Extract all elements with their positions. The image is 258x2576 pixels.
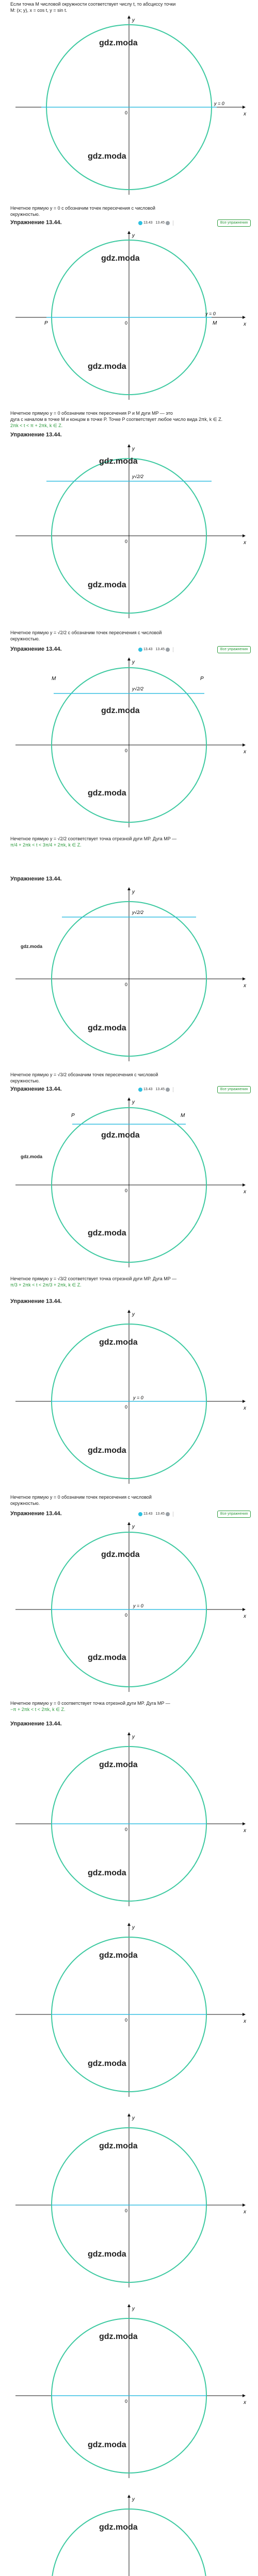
prev-button[interactable]: 13.43 bbox=[138, 1511, 153, 1517]
section-2-text-2: дуга с началом в точке M и концом в точке P. Точке P соответствует любое число вида 2πk, k ∈ Z. bbox=[10, 417, 223, 422]
arrow-left-icon bbox=[138, 1512, 142, 1516]
arrow-left-icon bbox=[138, 221, 142, 225]
section-2-answer: 2πk < t < π + 2πk, k ∈ Z. bbox=[10, 423, 63, 428]
figure-9-circle bbox=[10, 1731, 248, 1911]
svg-text:y: y bbox=[132, 233, 135, 239]
figure-3-circle bbox=[10, 443, 248, 623]
svg-text:0: 0 bbox=[125, 1188, 128, 1193]
svg-text:y: y bbox=[132, 659, 135, 665]
svg-text:0: 0 bbox=[125, 1404, 128, 1410]
watermark: gdz.moda bbox=[99, 39, 138, 47]
figure-11-circle bbox=[10, 2112, 248, 2293]
svg-text:gdz.moda: gdz.moda bbox=[88, 1229, 126, 1238]
y0-label: y = 0 bbox=[214, 101, 224, 106]
svg-text:x: x bbox=[244, 540, 246, 546]
svg-text:gdz.moda: gdz.moda bbox=[88, 1446, 126, 1455]
svg-text:gdz.moda: gdz.moda bbox=[88, 1653, 126, 1662]
figure-4-circle bbox=[10, 656, 248, 832]
svg-text:P: P bbox=[200, 676, 204, 682]
svg-text:0: 0 bbox=[125, 1827, 128, 1832]
svg-text:0: 0 bbox=[125, 2208, 128, 2213]
svg-text:x: x bbox=[244, 2400, 246, 2405]
svg-text:y: y bbox=[132, 2115, 135, 2121]
all-exercises-button[interactable]: Все упражнения bbox=[217, 1511, 251, 1518]
toolbar-3 bbox=[138, 1086, 251, 1093]
svg-text:y√2/2: y√2/2 bbox=[132, 686, 143, 691]
svg-text:gdz.moda: gdz.moda bbox=[99, 2523, 138, 2532]
section-7-text-1: Нечетное прямую y = 0 обозначим точек пересечения с числовой bbox=[10, 1495, 152, 1500]
all-exercises-button[interactable]: Все упражнения bbox=[217, 1086, 251, 1093]
small-watermark: gdz.moda bbox=[21, 944, 42, 949]
section-5-text-2: окружностью. bbox=[10, 1078, 40, 1083]
next-button[interactable]: 13.45 bbox=[156, 1511, 170, 1517]
svg-text:0: 0 bbox=[125, 2018, 128, 2023]
section-1-heading: Упражнение 13.44. bbox=[10, 219, 62, 226]
svg-text:y = 0: y = 0 bbox=[205, 311, 216, 316]
svg-text:y: y bbox=[132, 1099, 135, 1105]
axis-x-label: x bbox=[244, 111, 246, 117]
section-6-answer: π/3 + 2πk < t < 2π/3 + 2πk, k ∈ Z. bbox=[10, 1282, 82, 1287]
svg-text:gdz.moda: gdz.moda bbox=[21, 1154, 42, 1159]
figure-13-circle bbox=[10, 2494, 248, 2576]
svg-text:x: x bbox=[244, 1405, 246, 1411]
arrow-left-icon bbox=[138, 648, 142, 652]
section-4-answer: π/4 + 2πk < t < 3π/4 + 2πk, k ∈ Z. bbox=[10, 842, 82, 848]
svg-text:gdz.moda: gdz.moda bbox=[101, 1550, 140, 1559]
point-P-label: P bbox=[44, 320, 48, 326]
figure-8-circle bbox=[10, 1521, 248, 1696]
svg-text:y: y bbox=[132, 2497, 135, 2502]
svg-text:gdz.moda: gdz.moda bbox=[101, 706, 140, 715]
section-4-heading: Упражнение 13.44. bbox=[10, 876, 62, 882]
arrow-right-icon bbox=[166, 1512, 170, 1516]
section-8-answer: −π + 2πk < t < 2πk, k ∈ Z. bbox=[10, 1707, 66, 1712]
figure-7-circle bbox=[10, 1309, 248, 1489]
svg-text:y: y bbox=[132, 1524, 135, 1530]
section-6-text-1: Нечетное прямую y = √3/2 соответствует точка отрезной дуги MP. Дуга MP — bbox=[10, 1276, 177, 1281]
figure-2-circle bbox=[10, 230, 248, 405]
svg-text:gdz.moda: gdz.moda bbox=[99, 1951, 138, 1960]
svg-text:gdz.moda: gdz.moda bbox=[99, 2142, 138, 2150]
prev-button[interactable]: 13.43 bbox=[138, 1087, 153, 1093]
prev-button[interactable]: 13.43 bbox=[138, 647, 153, 653]
intro-line-2: M: (x; y), x = cos t, y = sin t. bbox=[10, 8, 68, 13]
svg-text:x: x bbox=[244, 983, 246, 989]
svg-text:M: M bbox=[181, 1113, 185, 1118]
toolbar-1 bbox=[138, 219, 251, 227]
next-button[interactable]: 13.45 bbox=[156, 220, 170, 226]
svg-text:y: y bbox=[132, 1734, 135, 1740]
svg-text:y = 0: y = 0 bbox=[133, 1603, 143, 1608]
section-2-text-1: Нечетное прямую y = 0 обозначим точек пересечения P и M дуги MP — это bbox=[10, 411, 173, 416]
section-6-heading: Упражнение 13.44. bbox=[10, 1298, 62, 1304]
svg-text:0: 0 bbox=[125, 539, 128, 544]
section-1-text-1: Нечетное прямую y = 0 с обозначим точек пересечения с числовой bbox=[10, 206, 155, 211]
section-5-heading: Упражнение 13.44. bbox=[10, 1086, 62, 1092]
section-7-text-2: окружностью. bbox=[10, 1501, 40, 1506]
svg-text:gdz.moda: gdz.moda bbox=[101, 1131, 140, 1140]
svg-text:gdz.moda: gdz.moda bbox=[88, 1024, 126, 1032]
svg-text:x: x bbox=[244, 2209, 246, 2215]
svg-text:y: y bbox=[132, 889, 135, 895]
svg-text:x: x bbox=[244, 2019, 246, 2024]
toolbar-4 bbox=[138, 1511, 251, 1518]
arrow-right-icon bbox=[166, 1088, 170, 1092]
svg-text:M: M bbox=[52, 676, 56, 682]
svg-text:0: 0 bbox=[125, 1613, 128, 1618]
svg-text:0: 0 bbox=[125, 320, 128, 326]
svg-text:x: x bbox=[244, 321, 246, 327]
section-8-heading: Упражнение 13.44. bbox=[10, 1721, 62, 1727]
svg-text:y: y bbox=[132, 1312, 135, 1317]
all-exercises-button[interactable]: Все упражнения bbox=[217, 646, 251, 653]
svg-text:gdz.moda: gdz.moda bbox=[88, 2059, 126, 2068]
svg-text:gdz.moda: gdz.moda bbox=[88, 2441, 126, 2449]
svg-text:y: y bbox=[132, 1925, 135, 1930]
section-3-text-2: окружностью. bbox=[10, 636, 40, 641]
svg-text:y: y bbox=[132, 446, 135, 452]
svg-text:0: 0 bbox=[125, 982, 128, 987]
section-3-heading: Упражнение 13.44. bbox=[10, 646, 62, 652]
svg-text:0: 0 bbox=[125, 748, 128, 753]
origin-label: 0 bbox=[125, 110, 128, 115]
svg-text:gdz.moda: gdz.moda bbox=[99, 1760, 138, 1769]
svg-text:gdz.moda: gdz.moda bbox=[88, 789, 126, 798]
svg-text:gdz.moda: gdz.moda bbox=[88, 362, 126, 371]
svg-text:0: 0 bbox=[125, 2399, 128, 2404]
svg-text:P: P bbox=[71, 1113, 75, 1118]
svg-text:gdz.moda: gdz.moda bbox=[99, 2332, 138, 2341]
svg-text:y√2/2: y√2/2 bbox=[132, 910, 143, 915]
svg-text:gdz.moda: gdz.moda bbox=[88, 1869, 126, 1877]
figure-1-circle bbox=[10, 14, 248, 200]
section-3-text-1: Нечетное прямую y = √2/2 с обозначим точек пересечения с числовой bbox=[10, 630, 162, 635]
section-8-text-1: Нечетное прямую y = 0 соответствует точка отрезной дуги MP. Дуга MP — bbox=[10, 1701, 170, 1706]
section-4-text-1: Нечетное прямую y = √2/2 соответствует точка отрезной дуги MP. Дуга MP — bbox=[10, 836, 177, 841]
svg-text:y: y bbox=[132, 2306, 135, 2312]
svg-text:x: x bbox=[244, 1189, 246, 1195]
arrow-right-icon bbox=[166, 648, 170, 652]
section-2-heading: Упражнение 13.44. bbox=[10, 432, 62, 438]
figure-6-circle bbox=[10, 1096, 248, 1272]
figure-5-circle bbox=[10, 886, 248, 1066]
section-1-text-2: окружностью. bbox=[10, 212, 40, 217]
svg-text:gdz.moda: gdz.moda bbox=[88, 581, 126, 589]
section-7-heading: Упражнение 13.44. bbox=[10, 1511, 62, 1517]
watermark: gdz.moda bbox=[88, 152, 126, 161]
intro-line-1: Если точка M числовой окружности соответствует числу t, то абсциссу точки bbox=[10, 2, 176, 7]
svg-text:x: x bbox=[244, 1828, 246, 1834]
svg-text:gdz.moda: gdz.moda bbox=[101, 254, 140, 263]
figure-10-circle bbox=[10, 1922, 248, 2102]
prev-button[interactable]: 13.43 bbox=[138, 220, 153, 226]
svg-text:y = 0: y = 0 bbox=[133, 1395, 143, 1400]
yroot2-label: y√2/2 bbox=[132, 474, 143, 479]
svg-text:x: x bbox=[244, 749, 246, 755]
svg-text:gdz.moda: gdz.moda bbox=[99, 1338, 138, 1347]
next-button[interactable]: 13.45 bbox=[156, 647, 170, 653]
svg-text:gdz.moda: gdz.moda bbox=[99, 457, 138, 466]
all-exercises-button[interactable]: Все упражнения bbox=[217, 219, 251, 227]
arrow-left-icon bbox=[138, 1088, 142, 1092]
section-5-text-1: Нечетное прямую y = √3/2 обозначим точек пересечения с числовой bbox=[10, 1072, 158, 1077]
arrow-right-icon bbox=[166, 221, 170, 225]
svg-text:x: x bbox=[244, 1614, 246, 1619]
axis-y-label: y bbox=[132, 18, 135, 23]
toolbar-2 bbox=[138, 646, 251, 653]
next-button[interactable]: 13.45 bbox=[156, 1087, 170, 1093]
figure-12-circle bbox=[10, 2303, 248, 2483]
point-M-label: M bbox=[213, 320, 217, 326]
svg-text:gdz.moda: gdz.moda bbox=[88, 2250, 126, 2259]
